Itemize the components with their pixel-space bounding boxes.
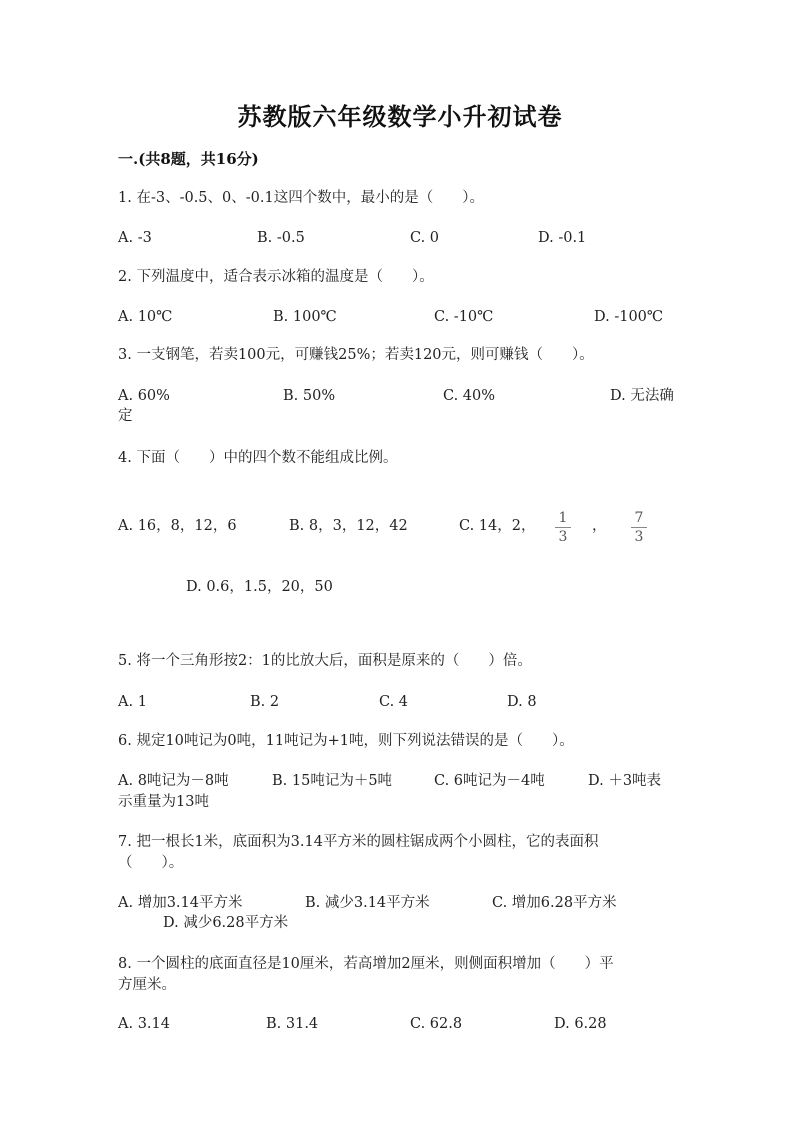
question-7-option-d: D. 减少6.28平方米 bbox=[163, 915, 289, 931]
question-8-option-d: D. 6.28 bbox=[554, 1016, 607, 1032]
question-4-option-d: D. 0.6，1.5，20，50 bbox=[186, 579, 333, 595]
question-6-option-c: C. 6吨记为－4吨 bbox=[434, 773, 545, 789]
question-8-option-b: B. 31.4 bbox=[266, 1016, 319, 1032]
question-2-option-c: C. -10℃ bbox=[434, 309, 494, 325]
fraction-numerator: 7 bbox=[634, 510, 644, 526]
question-3-option-c: C. 40% bbox=[443, 388, 496, 404]
question-7-option-b: B. 减少3.14平方米 bbox=[305, 895, 430, 911]
question-6-option-d: D. ＋3吨表 bbox=[588, 773, 662, 789]
question-3-option-a: A. 60% bbox=[118, 388, 170, 404]
question-2-option-a: A. 10℃ bbox=[118, 309, 173, 325]
fraction-one-third bbox=[552, 510, 574, 545]
question-2-option-d: D. -100℃ bbox=[594, 309, 664, 325]
question-6-option-d-wrap: 示重量为13吨 bbox=[118, 794, 209, 810]
question-6-option-b: B. 15吨记为＋5吨 bbox=[272, 773, 393, 789]
section-heading: 一.(共8题，共16分) bbox=[118, 150, 259, 168]
question-3-option-d: D. 无法确 bbox=[610, 388, 674, 404]
question-4-option-b: B. 8，3，12，42 bbox=[289, 518, 408, 534]
question-6-stem: 6. 规定10吨记为0吨，11吨记为+1吨，则下列说法错误的是（ ）。 bbox=[118, 733, 574, 749]
question-5-option-a: A. 1 bbox=[118, 694, 147, 710]
question-5-stem: 5. 将一个三角形按2：1的比放大后，面积是原来的（ ）倍。 bbox=[118, 653, 532, 669]
question-7-option-c: C. 增加6.28平方米 bbox=[492, 895, 617, 911]
question-1-option-b: B. -0.5 bbox=[257, 230, 305, 246]
question-7-option-a: A. 增加3.14平方米 bbox=[118, 895, 243, 911]
question-8-stem: 8. 一个圆柱的底面直径是10厘米，若高增加2厘米，则侧面积增加（ ）平 bbox=[118, 956, 614, 972]
fraction-denominator: 3 bbox=[634, 529, 644, 545]
question-3-option-d-wrap: 定 bbox=[118, 408, 133, 424]
fraction-seven-thirds bbox=[628, 510, 650, 545]
fraction-bar bbox=[631, 527, 647, 528]
question-8-option-a: A. 3.14 bbox=[118, 1016, 170, 1032]
question-6-option-a: A. 8吨记为－8吨 bbox=[118, 773, 229, 789]
page-title: 苏教版六年级数学小升初试卷 bbox=[237, 102, 563, 131]
fraction-numerator: 1 bbox=[558, 510, 568, 526]
question-7-stem: 7. 把一根长1米，底面积为3.14平方米的圆柱锯成两个小圆柱，它的表面积 bbox=[118, 834, 599, 850]
question-4-option-c: C. 14，2， bbox=[459, 518, 536, 534]
question-1-stem: 1. 在-3、-0.5、0、-0.1这四个数中，最小的是（ ）。 bbox=[118, 190, 484, 206]
question-8-option-c: C. 62.8 bbox=[410, 1016, 463, 1032]
question-2-stem: 2. 下列温度中，适合表示冰箱的温度是（ ）。 bbox=[118, 269, 434, 285]
question-3-option-b: B. 50% bbox=[283, 388, 336, 404]
question-4-option-a: A. 16，8，12，6 bbox=[118, 518, 237, 534]
question-5-option-b: B. 2 bbox=[250, 694, 280, 710]
question-8-stem-wrap: 方厘米。 bbox=[118, 977, 176, 993]
question-5-option-c: C. 4 bbox=[379, 694, 409, 710]
fraction-bar bbox=[555, 527, 571, 528]
question-1-option-d: D. -0.1 bbox=[538, 230, 587, 246]
question-1-option-a: A. -3 bbox=[118, 230, 152, 246]
question-5-option-d: D. 8 bbox=[507, 694, 537, 710]
question-2-option-b: B. 100℃ bbox=[273, 309, 337, 325]
fraction-denominator: 3 bbox=[558, 529, 568, 545]
question-1-option-c: C. 0 bbox=[410, 230, 440, 246]
question-3-stem: 3. 一支钢笔，若卖100元，可赚钱25%；若卖120元，则可赚钱（ ）。 bbox=[118, 347, 594, 363]
question-4-stem: 4. 下面（ ）中的四个数不能组成比例。 bbox=[118, 450, 398, 466]
question-7-stem-wrap: （ ）。 bbox=[118, 855, 184, 871]
question-4-option-c-comma: ， bbox=[592, 518, 607, 534]
